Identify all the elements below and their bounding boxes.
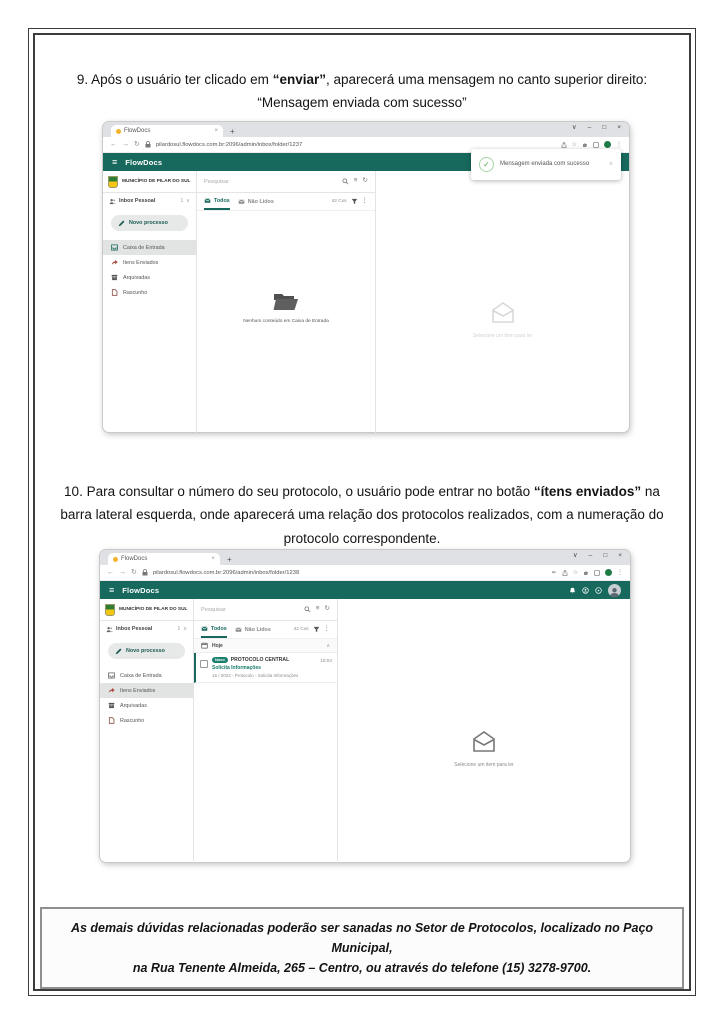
sidebar-item-arquivadas[interactable] [100,698,193,713]
list-more-icon[interactable]: ⋮ [323,625,330,633]
sidebar-item-caixa-de-entrada[interactable] [103,240,196,255]
sync-icon[interactable]: ↻ [362,177,368,185]
tab-todos[interactable] [204,193,230,210]
new-process-button[interactable] [111,215,188,231]
sidebar-item-arquivadas[interactable] [103,270,196,285]
sort-list-icon[interactable]: ≡ [353,177,358,185]
url-text[interactable]: pilardosul.flowdocs.com.br:2096/admin/inbox/folder/1238 [152,569,300,576]
browser-menu-icon[interactable]: ⋮ [617,569,623,576]
tab-nao-lidos[interactable] [238,193,274,210]
person-circle-icon[interactable] [582,587,589,594]
municipality-logo [105,604,115,616]
sidebar-item-label: Rascunho [120,717,145,724]
bookmark-star-icon[interactable]: ☆ [571,141,577,148]
help-circle-icon[interactable] [595,587,602,594]
organization-name: MUNICÍPIO DE PILAR DO SUL [119,606,188,612]
lock-icon [142,569,148,576]
sidebar-item-rascunho[interactable] [103,285,196,300]
browser-profile-avatar[interactable] [605,569,612,576]
mailbox-selector[interactable] [103,193,196,209]
mailbox-selector[interactable] [100,621,193,637]
sidebar [100,599,194,863]
toast-message: Mensagem enviada com sucesso [500,161,590,167]
sidebar-item-label: Caixa de Entrada [120,672,162,679]
new-tab-button[interactable]: + [230,127,235,136]
organization-row [103,171,196,193]
tab-search-icon[interactable]: ∨ [572,552,578,559]
open-envelope-icon [490,301,516,325]
footer-line2: na Rua Tenente Almeida, 265 – Centro, ou através do telefone (15) 3278-9700. [132,961,592,975]
search-bar [194,599,337,621]
send-arrow-icon [108,687,115,694]
bookmark-star-icon[interactable]: ☆ [572,569,578,576]
success-check-icon: ✓ [479,157,494,172]
tab-todos[interactable] [201,621,227,638]
instruction-step-9 [52,68,672,115]
list-more-icon[interactable]: ⋮ [361,197,368,205]
envelope-icon [235,626,242,633]
back-icon[interactable]: ← [107,569,114,576]
protocol-list-item[interactable] [194,653,337,683]
people-icon [109,198,116,205]
item-protocol-number: 16 / 2022 - Protocolo - Solicita Informações [212,673,299,678]
draft-icon [111,289,118,296]
open-envelope-icon [471,730,497,754]
minimize-button[interactable]: – [588,552,593,559]
date-group-header[interactable] [194,639,337,653]
mailbox-count: 1 [177,626,181,632]
new-badge: Novo [212,657,228,663]
extensions-icon[interactable] [583,570,589,576]
tab-search-icon[interactable]: ∨ [571,124,577,131]
item-checkbox[interactable] [200,660,208,668]
maximize-button[interactable]: □ [602,124,607,131]
draft-icon [108,717,115,724]
window-close-button[interactable]: × [618,552,622,559]
message-list-panel [197,171,376,433]
mailbox-label: Inbox Pessoal [119,198,156,204]
people-icon [106,626,113,633]
step9-bold: “enviar” [272,71,326,87]
reading-pane-empty-text: Selecione um item para ler [454,762,514,768]
mailbox-label: Inbox Pessoal [116,626,153,632]
collapse-chevron-icon[interactable]: ∧ [326,642,330,649]
sidebar-item-itens-enviados[interactable] [100,683,193,698]
bell-icon[interactable] [569,587,576,594]
mail-stack-icon [201,625,208,632]
open-folder-icon [272,291,300,312]
share-icon[interactable] [561,142,567,148]
browser-titlebar [100,550,630,565]
filter-funnel-icon[interactable] [313,626,320,633]
back-icon[interactable]: ← [110,141,117,148]
tab-nao-lidos-label: Não Lidos [247,198,274,205]
url-text[interactable]: pilardosul.flowdocs.com.br:2096/admin/inbox/folder/1237 [155,141,303,148]
empty-inbox-state [197,211,375,433]
new-process-label: Novo processo [129,220,168,226]
municipality-logo [108,176,118,188]
extensions-icon[interactable] [582,142,588,148]
sidebar-item-itens-enviados[interactable] [103,255,196,270]
forward-icon[interactable]: → [119,569,126,576]
reload-icon[interactable]: ↻ [131,569,137,576]
tab-title: FlowDocs [121,556,148,562]
app-header [100,581,630,599]
browser-window-1 [103,122,629,432]
tab-close-icon[interactable]: × [214,128,218,134]
list-counter: 42 Cxs [293,627,309,632]
step10-text: 10. Para consultar o número do seu protocolo, o usuário pode entrar no botão [64,483,534,499]
favicon-icon [116,129,121,134]
reload-icon[interactable]: ↻ [134,141,140,148]
instruction-step-10 [52,480,672,551]
mail-stack-icon [204,197,211,204]
browser-profile-avatar[interactable] [604,141,611,148]
search-input[interactable]: Pesquisar [201,606,226,613]
tab-nao-lidos[interactable] [235,621,271,638]
search-icon[interactable] [342,178,349,185]
step10-text-end: na barra lateral esquerda, onde aparecerá uma relação dos protocolos realizados, com a numeração do protocolo correspondente. [60,483,664,546]
search-bar [197,171,375,193]
reading-pane [376,171,629,433]
empty-inbox-text: Nenhum conteúdo em Caixa de Entrada [243,318,329,324]
organization-name: MUNICÍPIO DE PILAR DO SUL [122,178,191,184]
browser-urlbar [100,565,630,581]
sidebar-item-label: Itens Enviados [120,687,156,694]
window-close-button[interactable]: × [617,124,621,131]
footer-note [40,907,684,989]
sidebar-item-label: Rascunho [123,289,148,296]
sidebar-item-rascunho[interactable] [100,713,193,728]
sidebar-item-label: Itens Enviados [123,259,159,266]
item-sender: PROTOCOLO CENTRAL [230,657,290,663]
reading-pane [338,599,630,863]
sidebar-item-label: Arquivadas [123,274,150,281]
browser-titlebar [103,122,629,137]
step9-text-end: , aparecerá uma mensagem no canto superior direito: [325,71,648,87]
search-input[interactable]: Pesquisar [204,178,229,185]
organization-row [100,599,193,621]
browser-window-2 [100,550,630,862]
step9-quote: “Mensagem enviada com sucesso” [257,95,467,111]
list-tabs [194,621,337,639]
tab-title: FlowDocs [124,128,151,134]
message-list-panel [194,599,338,863]
filter-funnel-icon[interactable] [351,198,358,205]
calendar-icon [201,642,208,649]
maximize-button[interactable]: □ [603,552,608,559]
success-toast [471,149,621,180]
menu-hamburger-icon[interactable]: ≡ [112,156,118,167]
reading-pane-empty-text: Selecione um item para ler [472,333,533,339]
mailbox-count: 1 [180,198,184,204]
chevron-down-icon[interactable]: ∨ [183,626,187,632]
envelope-icon [238,198,245,205]
step10-bold: “ítens enviados” [533,483,642,499]
pencil-icon [118,220,125,227]
tab-todos-label: Todos [211,625,227,632]
browser-menu-icon[interactable]: ⋮ [616,141,622,148]
tab-close-icon[interactable]: × [211,556,215,562]
step9-text: 9. Após o usuário ter clicado em [76,71,273,87]
date-group-label: Hoje [212,642,223,649]
forward-icon[interactable]: → [122,141,129,148]
app-title: FlowDocs [125,157,163,167]
app-title: FlowDocs [122,585,160,595]
item-subject: Solicita Informações [212,665,261,671]
sort-list-icon[interactable]: ≡ [315,605,320,613]
browser-tab[interactable] [108,553,220,565]
new-tab-button[interactable]: + [227,555,232,564]
sidebar-item-caixa-de-entrada[interactable] [100,668,193,683]
list-counter: 42 Cxs [331,199,347,204]
user-avatar[interactable] [608,584,621,597]
tab-todos-label: Todos [214,197,230,204]
new-process-label: Novo processo [126,648,165,654]
sidebar-item-label: Caixa de Entrada [123,244,165,251]
inbox-icon [111,244,118,251]
extension-arrow-icon[interactable]: ↞ [551,569,557,576]
browser-tab[interactable] [111,125,223,137]
toast-close-icon[interactable]: × [608,161,613,168]
list-tabs [197,193,375,211]
sync-icon[interactable]: ↻ [324,605,330,613]
favicon-icon [113,557,118,562]
sidebar-item-label: Arquivadas [120,702,147,709]
tab-nao-lidos-label: Não Lidos [244,626,271,633]
share-icon[interactable] [562,570,568,576]
sidebar [103,171,197,433]
archive-icon [111,274,118,281]
minimize-button[interactable]: – [587,124,592,131]
profile-frame-icon[interactable] [593,142,599,148]
menu-hamburger-icon[interactable]: ≡ [109,584,115,595]
send-arrow-icon [111,259,118,266]
footer-line1: As demais dúvidas relacionadas poderão ser sanadas no Setor de Protocolos, localizado no Paço Municipal, [70,921,654,955]
lock-icon [145,141,151,148]
search-icon[interactable] [304,606,311,613]
item-time: 15:04 [320,657,332,663]
pencil-icon [115,648,122,655]
chevron-down-icon[interactable]: ∨ [186,198,190,204]
inbox-icon [108,672,115,679]
archive-icon [108,702,115,709]
new-process-button[interactable] [108,643,185,659]
profile-frame-icon[interactable] [594,570,600,576]
